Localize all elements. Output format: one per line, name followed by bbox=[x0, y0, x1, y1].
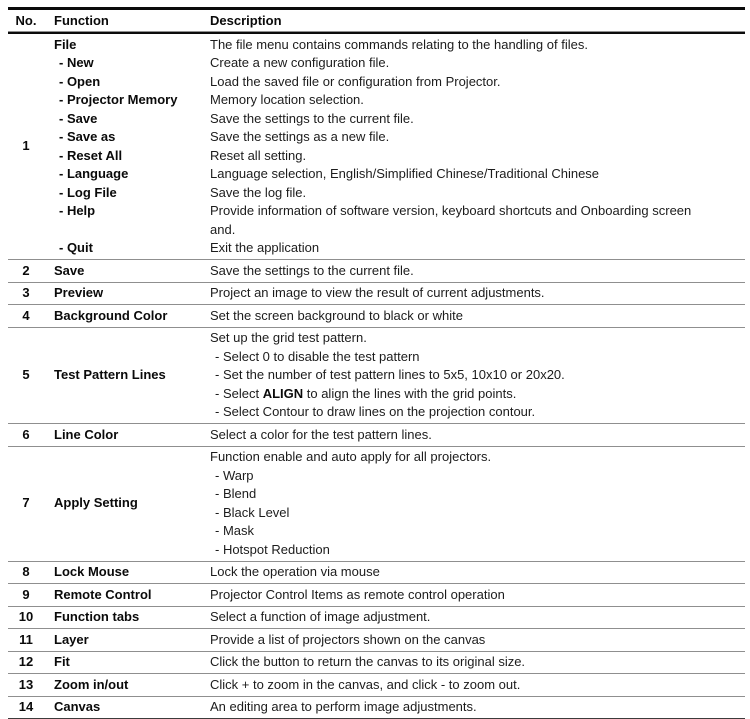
row-body bbox=[44, 586, 745, 605]
description-text: Click the button to return the canvas to its original size. bbox=[210, 653, 745, 672]
description-cell bbox=[201, 128, 745, 147]
row-body bbox=[44, 307, 745, 326]
table-entry bbox=[44, 329, 745, 422]
function-label: Background Color bbox=[44, 307, 201, 326]
function-label: - Projector Memory bbox=[44, 91, 201, 110]
table-row bbox=[8, 328, 745, 425]
row-body bbox=[44, 284, 745, 303]
table-entry bbox=[44, 653, 745, 672]
description-cell bbox=[201, 426, 745, 445]
table-row bbox=[8, 652, 745, 675]
description-text: Projector Control Items as remote control operation bbox=[210, 586, 745, 605]
table-entry bbox=[44, 73, 745, 92]
function-label: Preview bbox=[44, 284, 201, 303]
description-cell bbox=[201, 184, 745, 203]
row-number: 13 bbox=[8, 676, 44, 695]
table-entry bbox=[44, 448, 745, 559]
row-body bbox=[44, 631, 745, 650]
column-header-function: Function bbox=[44, 12, 201, 31]
function-label: - Help bbox=[44, 202, 201, 239]
row-number: 2 bbox=[8, 262, 44, 281]
column-header-no: No. bbox=[8, 12, 44, 31]
description-text: Set up the grid test pattern. bbox=[210, 329, 745, 348]
description-cell bbox=[201, 448, 745, 559]
function-label: Zoom in/out bbox=[44, 676, 201, 695]
description-text: - Blend bbox=[210, 485, 745, 504]
function-label: - Save as bbox=[44, 128, 201, 147]
table-row bbox=[8, 260, 745, 283]
description-text: The file menu contains commands relating to the handling of files. bbox=[210, 36, 745, 55]
description-cell bbox=[201, 239, 745, 258]
description-text: Provide information of software version, keyboard shortcuts and Onboarding screen bbox=[210, 202, 745, 221]
description-text: Save the settings to the current file. bbox=[210, 262, 745, 281]
function-label: Remote Control bbox=[44, 586, 201, 605]
function-label: - Log File bbox=[44, 184, 201, 203]
description-cell bbox=[201, 653, 745, 672]
row-number: 12 bbox=[8, 653, 44, 672]
table-entry bbox=[44, 426, 745, 445]
description-cell bbox=[201, 262, 745, 281]
description-cell bbox=[201, 202, 745, 239]
description-cell bbox=[201, 36, 745, 55]
function-label: Apply Setting bbox=[44, 494, 201, 513]
function-description-table bbox=[8, 7, 745, 719]
table-entry bbox=[44, 54, 745, 73]
row-number: 4 bbox=[8, 307, 44, 326]
row-body bbox=[44, 426, 745, 445]
row-body bbox=[44, 448, 745, 559]
table-row bbox=[8, 562, 745, 585]
row-number: 5 bbox=[8, 366, 44, 385]
table-header-row bbox=[8, 10, 745, 32]
table-entry bbox=[44, 36, 745, 55]
description-text: Language selection, English/Simplified Chinese/Traditional Chinese bbox=[210, 165, 745, 184]
description-text: Click + to zoom in the canvas, and click - to zoom out. bbox=[210, 676, 745, 695]
table-row bbox=[8, 697, 745, 719]
description-text: and. bbox=[210, 221, 745, 240]
description-cell bbox=[201, 608, 745, 627]
description-cell bbox=[201, 284, 745, 303]
description-text: Create a new configuration file. bbox=[210, 54, 745, 73]
row-body bbox=[44, 262, 745, 281]
row-body bbox=[44, 698, 745, 717]
row-number: 3 bbox=[8, 284, 44, 303]
table-entry bbox=[44, 698, 745, 717]
table-row bbox=[8, 424, 745, 447]
function-label: Canvas bbox=[44, 698, 201, 717]
table-body bbox=[8, 34, 745, 719]
table-entry bbox=[44, 307, 745, 326]
row-number: 10 bbox=[8, 608, 44, 627]
description-text: - Select 0 to disable the test pattern bbox=[210, 348, 745, 367]
description-text: Function enable and auto apply for all projectors. bbox=[210, 448, 745, 467]
column-header-description: Description bbox=[201, 12, 745, 31]
description-cell bbox=[201, 698, 745, 717]
description-text: Memory location selection. bbox=[210, 91, 745, 110]
description-text: Select a function of image adjustment. bbox=[210, 608, 745, 627]
function-label: - New bbox=[44, 54, 201, 73]
table-entry bbox=[44, 184, 745, 203]
function-label: - Open bbox=[44, 73, 201, 92]
description-text: Save the settings to the current file. bbox=[210, 110, 745, 129]
description-text: An editing area to perform image adjustments. bbox=[210, 698, 745, 717]
table-entry bbox=[44, 202, 745, 239]
row-number: 6 bbox=[8, 426, 44, 445]
function-label: - Save bbox=[44, 110, 201, 129]
description-text: - Select Contour to draw lines on the projection contour. bbox=[210, 403, 745, 422]
table-entry bbox=[44, 147, 745, 166]
description-text bbox=[210, 385, 745, 404]
description-cell bbox=[201, 54, 745, 73]
table-row bbox=[8, 305, 745, 328]
function-label: - Reset All bbox=[44, 147, 201, 166]
function-label: Save bbox=[44, 262, 201, 281]
description-cell bbox=[201, 165, 745, 184]
function-label: Lock Mouse bbox=[44, 563, 201, 582]
description-cell bbox=[201, 147, 745, 166]
table-entry bbox=[44, 91, 745, 110]
table-entry bbox=[44, 284, 745, 303]
table-row bbox=[8, 584, 745, 607]
description-text: Provide a list of projectors shown on the canvas bbox=[210, 631, 745, 650]
description-text: - Hotspot Reduction bbox=[210, 541, 745, 560]
row-number: 7 bbox=[8, 494, 44, 513]
description-text: - Mask bbox=[210, 522, 745, 541]
table-row bbox=[8, 607, 745, 630]
description-text: - Warp bbox=[210, 467, 745, 486]
description-text: Select a color for the test pattern lines. bbox=[210, 426, 745, 445]
description-cell bbox=[201, 73, 745, 92]
description-text: Set the screen background to black or white bbox=[210, 307, 745, 326]
table-entry bbox=[44, 239, 745, 258]
bold-keyword: ALIGN bbox=[263, 386, 303, 401]
text-segment: - Select bbox=[215, 386, 263, 401]
table-entry bbox=[44, 262, 745, 281]
row-body bbox=[44, 329, 745, 422]
description-text: Exit the application bbox=[210, 239, 745, 258]
table-entry bbox=[44, 110, 745, 129]
table-row bbox=[8, 629, 745, 652]
function-label: - Language bbox=[44, 165, 201, 184]
description-text: Save the settings as a new file. bbox=[210, 128, 745, 147]
table-row bbox=[8, 283, 745, 306]
table-entry bbox=[44, 586, 745, 605]
row-number: 14 bbox=[8, 698, 44, 717]
table-row bbox=[8, 447, 745, 562]
text-segment: to align the lines with the grid points. bbox=[303, 386, 516, 401]
row-body bbox=[44, 563, 745, 582]
row-number: 8 bbox=[8, 563, 44, 582]
row-body bbox=[44, 676, 745, 695]
description-text: Save the log file. bbox=[210, 184, 745, 203]
row-body bbox=[44, 653, 745, 672]
table-entry bbox=[44, 631, 745, 650]
description-text: Lock the operation via mouse bbox=[210, 563, 745, 582]
table-entry bbox=[44, 165, 745, 184]
description-text: Load the saved file or configuration from Projector. bbox=[210, 73, 745, 92]
row-number: 1 bbox=[8, 137, 44, 156]
row-body bbox=[44, 36, 745, 258]
description-text: Reset all setting. bbox=[210, 147, 745, 166]
function-label: Layer bbox=[44, 631, 201, 650]
row-number: 11 bbox=[8, 631, 44, 650]
table-entry bbox=[44, 563, 745, 582]
function-label: - Quit bbox=[44, 239, 201, 258]
table-entry bbox=[44, 128, 745, 147]
function-label: Line Color bbox=[44, 426, 201, 445]
row-number: 9 bbox=[8, 586, 44, 605]
description-text: - Set the number of test pattern lines to 5x5, 10x10 or 20x20. bbox=[210, 366, 745, 385]
description-text: Project an image to view the result of current adjustments. bbox=[210, 284, 745, 303]
function-label: Fit bbox=[44, 653, 201, 672]
description-cell bbox=[201, 91, 745, 110]
function-label: Test Pattern Lines bbox=[44, 366, 201, 385]
description-cell bbox=[201, 586, 745, 605]
description-cell bbox=[201, 307, 745, 326]
description-cell bbox=[201, 329, 745, 422]
function-label: File bbox=[44, 36, 201, 55]
function-label: Function tabs bbox=[44, 608, 201, 627]
table-entry bbox=[44, 608, 745, 627]
table-row bbox=[8, 674, 745, 697]
description-cell bbox=[201, 631, 745, 650]
description-cell bbox=[201, 676, 745, 695]
table-entry bbox=[44, 676, 745, 695]
row-body bbox=[44, 608, 745, 627]
description-cell bbox=[201, 110, 745, 129]
description-cell bbox=[201, 563, 745, 582]
table-row bbox=[8, 34, 745, 260]
description-text: - Black Level bbox=[210, 504, 745, 523]
